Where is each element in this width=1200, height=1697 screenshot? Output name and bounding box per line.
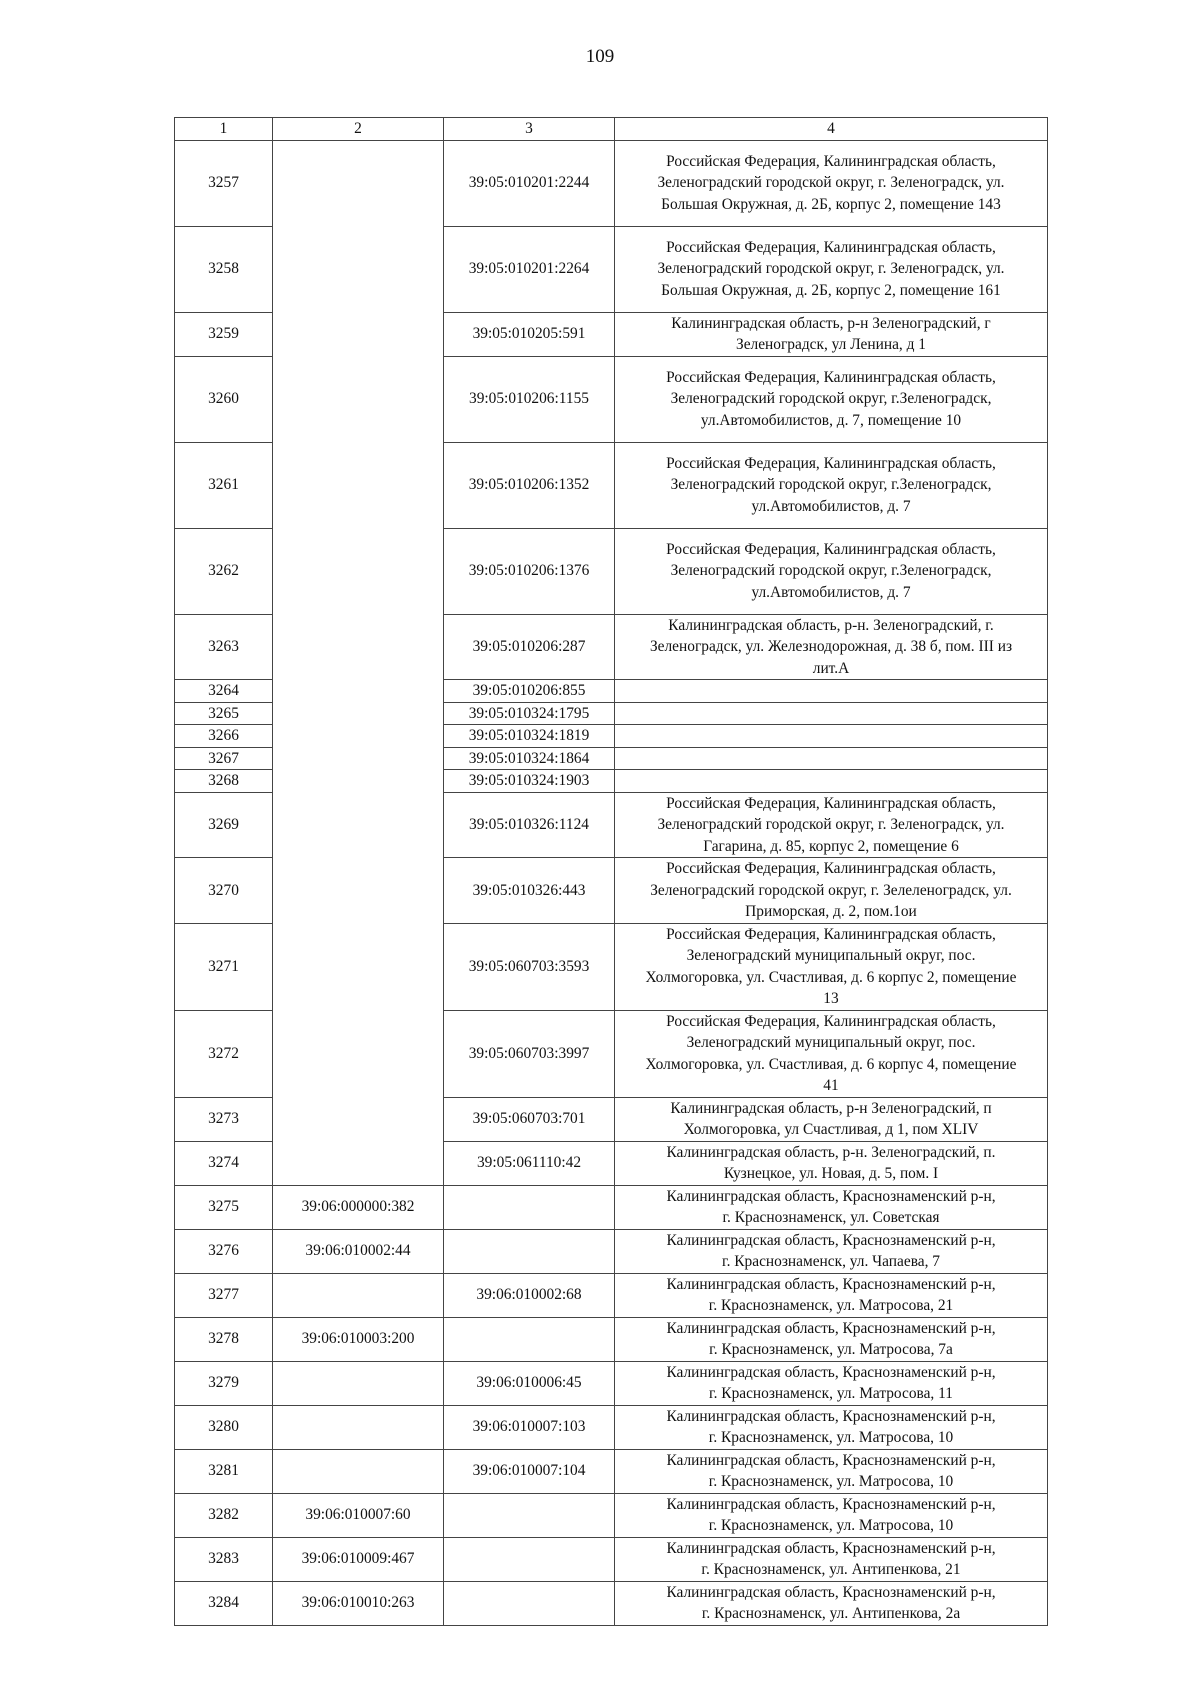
row-number-cell: 3284 [175, 1581, 273, 1625]
table-row [175, 923, 1048, 1010]
cadastral-number-col3-cell: 39:06:010007:104 [444, 1449, 615, 1493]
table-row [175, 1493, 1048, 1537]
address-cell: Калининградская область, Краснознаменский р-н, г. Краснознаменск, ул. Матросова, 21 [615, 1273, 1048, 1317]
cadastral-number-col2-cell: 39:06:010002:44 [273, 1229, 444, 1273]
cadastral-number-col2-cell [273, 680, 444, 703]
table-row [175, 1229, 1048, 1273]
table-row [175, 1581, 1048, 1625]
cadastral-number-col2-cell [273, 1361, 444, 1405]
cadastral-number-col2-cell [273, 614, 444, 680]
address-cell: Российская Федерация, Калининградская область, Зеленоградский муниципальный округ, пос. Холмогоровка, ул. Счастливая, д. 6 корпус 4, помещение 41 [615, 1010, 1048, 1097]
row-number-cell: 3270 [175, 858, 273, 924]
table-row [175, 528, 1048, 614]
row-number-cell: 3272 [175, 1010, 273, 1097]
row-number-cell: 3262 [175, 528, 273, 614]
cadastral-number-col2-cell [273, 442, 444, 528]
address-cell: Калининградская область, Краснознаменский р-н, г. Краснознаменск, ул. Советская [615, 1185, 1048, 1229]
address-cell: Калининградская область, р-н Зеленоградский, г Зеленоградск, ул Ленина, д 1 [615, 312, 1048, 356]
address-cell: Российская Федерация, Калининградская область, Зеленоградский городской округ, г.Зеленоградск, ул.Автомобилистов, д. 7, помещение 10 [615, 356, 1048, 442]
cadastral-number-col3-cell: 39:05:010205:591 [444, 312, 615, 356]
table-row [175, 702, 1048, 725]
cadastral-number-col3-cell: 39:05:010206:287 [444, 614, 615, 680]
cadastral-number-col2-cell [273, 792, 444, 858]
address-cell: Калининградская область, р-н. Зеленоградский, п. Кузнецкое, ул. Новая, д. 5, пом. I [615, 1141, 1048, 1185]
cadastral-number-col2-cell [273, 312, 444, 356]
row-number-cell: 3280 [175, 1405, 273, 1449]
cadastral-number-col3-cell: 39:05:010206:1155 [444, 356, 615, 442]
table-row [175, 614, 1048, 680]
row-number-cell: 3273 [175, 1097, 273, 1141]
cadastral-number-col2-cell [273, 356, 444, 442]
row-number-cell: 3268 [175, 770, 273, 793]
row-number-cell: 3278 [175, 1317, 273, 1361]
address-cell [615, 747, 1048, 770]
row-number-cell: 3275 [175, 1185, 273, 1229]
table-row [175, 770, 1048, 793]
row-number-cell: 3281 [175, 1449, 273, 1493]
cadastral-number-col2-cell [273, 528, 444, 614]
table-row [175, 680, 1048, 703]
header-cell-1: 1 [175, 118, 273, 141]
header-cell-3: 3 [444, 118, 615, 141]
row-number-cell: 3266 [175, 725, 273, 748]
row-number-cell: 3279 [175, 1361, 273, 1405]
row-number-cell: 3269 [175, 792, 273, 858]
table-header-row [175, 118, 1048, 141]
address-cell: Российская Федерация, Калининградская область, Зеленоградский городской округ, г.Зеленоградск, ул.Автомобилистов, д. 7 [615, 442, 1048, 528]
address-cell [615, 725, 1048, 748]
cadastral-number-col2-cell: 39:06:010007:60 [273, 1493, 444, 1537]
cadastral-number-col3-cell [444, 1581, 615, 1625]
cadastral-number-col2-cell [273, 923, 444, 1010]
table-row [175, 1010, 1048, 1097]
table-row [175, 312, 1048, 356]
address-cell: Калининградская область, р-н Зеленоградский, п Холмогоровка, ул Счастливая, д 1, пом XLIV [615, 1097, 1048, 1141]
table-row [175, 226, 1048, 312]
cadastral-number-col2-cell [273, 140, 444, 226]
cadastral-number-col3-cell: 39:05:010206:1376 [444, 528, 615, 614]
table-row [175, 356, 1048, 442]
row-number-cell: 3271 [175, 923, 273, 1010]
address-cell [615, 702, 1048, 725]
cadastral-number-col3-cell: 39:05:060703:3593 [444, 923, 615, 1010]
table-row [175, 442, 1048, 528]
cadastral-number-col3-cell: 39:05:010201:2264 [444, 226, 615, 312]
address-cell: Калининградская область, Краснознаменский р-н, г. Краснознаменск, ул. Чапаева, 7 [615, 1229, 1048, 1273]
cadastral-number-col3-cell: 39:05:010206:855 [444, 680, 615, 703]
cadastral-number-col3-cell [444, 1229, 615, 1273]
cadastral-number-col2-cell: 39:06:010010:263 [273, 1581, 444, 1625]
cadastral-number-col2-cell: 39:06:010003:200 [273, 1317, 444, 1361]
row-number-cell: 3263 [175, 614, 273, 680]
address-cell: Российская Федерация, Калининградская область, Зеленоградский городской округ, г.Зеленоградск, ул.Автомобилистов, д. 7 [615, 528, 1048, 614]
address-cell: Российская Федерация, Калининградская область, Зеленоградский городской округ, г. Зеленоградск, ул. Большая Окружная, д. 2Б, корпус 2, помещение 143 [615, 140, 1048, 226]
address-cell: Калининградская область, Краснознаменский р-н, г. Краснознаменск, ул. Матросова, 10 [615, 1405, 1048, 1449]
cadastral-number-col2-cell [273, 1273, 444, 1317]
cadastral-number-col3-cell: 39:05:060703:3997 [444, 1010, 615, 1097]
row-number-cell: 3260 [175, 356, 273, 442]
table-row [175, 747, 1048, 770]
cadastral-number-col2-cell [273, 1097, 444, 1141]
row-number-cell: 3258 [175, 226, 273, 312]
address-cell: Калининградская область, Краснознаменский р-н, г. Краснознаменск, ул. Матросова, 10 [615, 1449, 1048, 1493]
row-number-cell: 3257 [175, 140, 273, 226]
address-cell: Российская Федерация, Калининградская область, Зеленоградский городской округ, г. Зеленоградск, ул. Большая Окружная, д. 2Б, корпус 2, помещение 161 [615, 226, 1048, 312]
address-cell: Калининградская область, Краснознаменский р-н, г. Краснознаменск, ул. Матросова, 7а [615, 1317, 1048, 1361]
cadastral-number-col2-cell [273, 1010, 444, 1097]
address-cell [615, 680, 1048, 703]
table-row [175, 1097, 1048, 1141]
cadastral-number-col3-cell: 39:05:060703:701 [444, 1097, 615, 1141]
address-cell [615, 770, 1048, 793]
address-cell: Российская Федерация, Калининградская область, Зеленоградский городской округ, г. Зелеленоградск, ул. Приморская, д. 2, пом.1ои [615, 858, 1048, 924]
row-number-cell: 3265 [175, 702, 273, 725]
cadastral-number-col3-cell: 39:06:010002:68 [444, 1273, 615, 1317]
cadastral-number-col2-cell [273, 1141, 444, 1185]
row-number-cell: 3277 [175, 1273, 273, 1317]
cadastral-number-col3-cell: 39:05:010326:443 [444, 858, 615, 924]
row-number-cell: 3283 [175, 1537, 273, 1581]
row-number-cell: 3282 [175, 1493, 273, 1537]
cadastral-number-col3-cell: 39:05:061110:42 [444, 1141, 615, 1185]
cadastral-number-col3-cell: 39:06:010006:45 [444, 1361, 615, 1405]
cadastral-number-col3-cell: 39:05:010201:2244 [444, 140, 615, 226]
cadastral-number-col3-cell: 39:05:010324:1795 [444, 702, 615, 725]
register-table [174, 117, 1048, 1626]
row-number-cell: 3267 [175, 747, 273, 770]
row-number-cell: 3274 [175, 1141, 273, 1185]
cadastral-number-col2-cell [273, 1449, 444, 1493]
cadastral-number-col3-cell [444, 1493, 615, 1537]
cadastral-number-col3-cell: 39:05:010206:1352 [444, 442, 615, 528]
cadastral-number-col2-cell [273, 226, 444, 312]
address-cell: Калининградская область, Краснознаменский р-н, г. Краснознаменск, ул. Антипенкова, 2а [615, 1581, 1048, 1625]
cadastral-number-col2-cell [273, 1405, 444, 1449]
table-row [175, 725, 1048, 748]
cadastral-number-col3-cell [444, 1185, 615, 1229]
table-row [175, 140, 1048, 226]
table-row [175, 1141, 1048, 1185]
address-cell: Российская Федерация, Калининградская область, Зеленоградский городской округ, г. Зеленоградск, ул. Гагарина, д. 85, корпус 2, помещение 6 [615, 792, 1048, 858]
table-row [175, 1405, 1048, 1449]
row-number-cell: 3259 [175, 312, 273, 356]
cadastral-number-col3-cell [444, 1537, 615, 1581]
cadastral-number-col3-cell: 39:06:010007:103 [444, 1405, 615, 1449]
table-row [175, 792, 1048, 858]
row-number-cell: 3261 [175, 442, 273, 528]
address-cell: Российская Федерация, Калининградская область, Зеленоградский муниципальный округ, пос. Холмогоровка, ул. Счастливая, д. 6 корпус 2, помещение 13 [615, 923, 1048, 1010]
cadastral-number-col2-cell: 39:06:010009:467 [273, 1537, 444, 1581]
header-cell-2: 2 [273, 118, 444, 141]
cadastral-number-col2-cell [273, 702, 444, 725]
cadastral-number-col2-cell [273, 747, 444, 770]
cadastral-number-col3-cell: 39:05:010326:1124 [444, 792, 615, 858]
table-row [175, 1361, 1048, 1405]
header-cell-4: 4 [615, 118, 1048, 141]
table-row [175, 1449, 1048, 1493]
table-row [175, 1317, 1048, 1361]
cadastral-number-col3-cell: 39:05:010324:1864 [444, 747, 615, 770]
address-cell: Калининградская область, Краснознаменский р-н, г. Краснознаменск, ул. Антипенкова, 21 [615, 1537, 1048, 1581]
cadastral-number-col3-cell: 39:05:010324:1819 [444, 725, 615, 748]
cadastral-number-col2-cell [273, 858, 444, 924]
row-number-cell: 3264 [175, 680, 273, 703]
cadastral-number-col2-cell: 39:06:000000:382 [273, 1185, 444, 1229]
table-row [175, 1537, 1048, 1581]
row-number-cell: 3276 [175, 1229, 273, 1273]
cadastral-number-col3-cell [444, 1317, 615, 1361]
address-cell: Калининградская область, Краснознаменский р-н, г. Краснознаменск, ул. Матросова, 10 [615, 1493, 1048, 1537]
page-number: 109 [585, 46, 615, 67]
table-row [175, 1273, 1048, 1317]
table-row [175, 858, 1048, 924]
table-row [175, 1185, 1048, 1229]
address-cell: Калининградская область, р-н. Зеленоградский, г. Зеленоградск, ул. Железнодорожная, д. 38 б, пом. III из лит.А [615, 614, 1048, 680]
address-cell: Калининградская область, Краснознаменский р-н, г. Краснознаменск, ул. Матросова, 11 [615, 1361, 1048, 1405]
cadastral-number-col2-cell [273, 770, 444, 793]
cadastral-number-col2-cell [273, 725, 444, 748]
cadastral-number-col3-cell: 39:05:010324:1903 [444, 770, 615, 793]
